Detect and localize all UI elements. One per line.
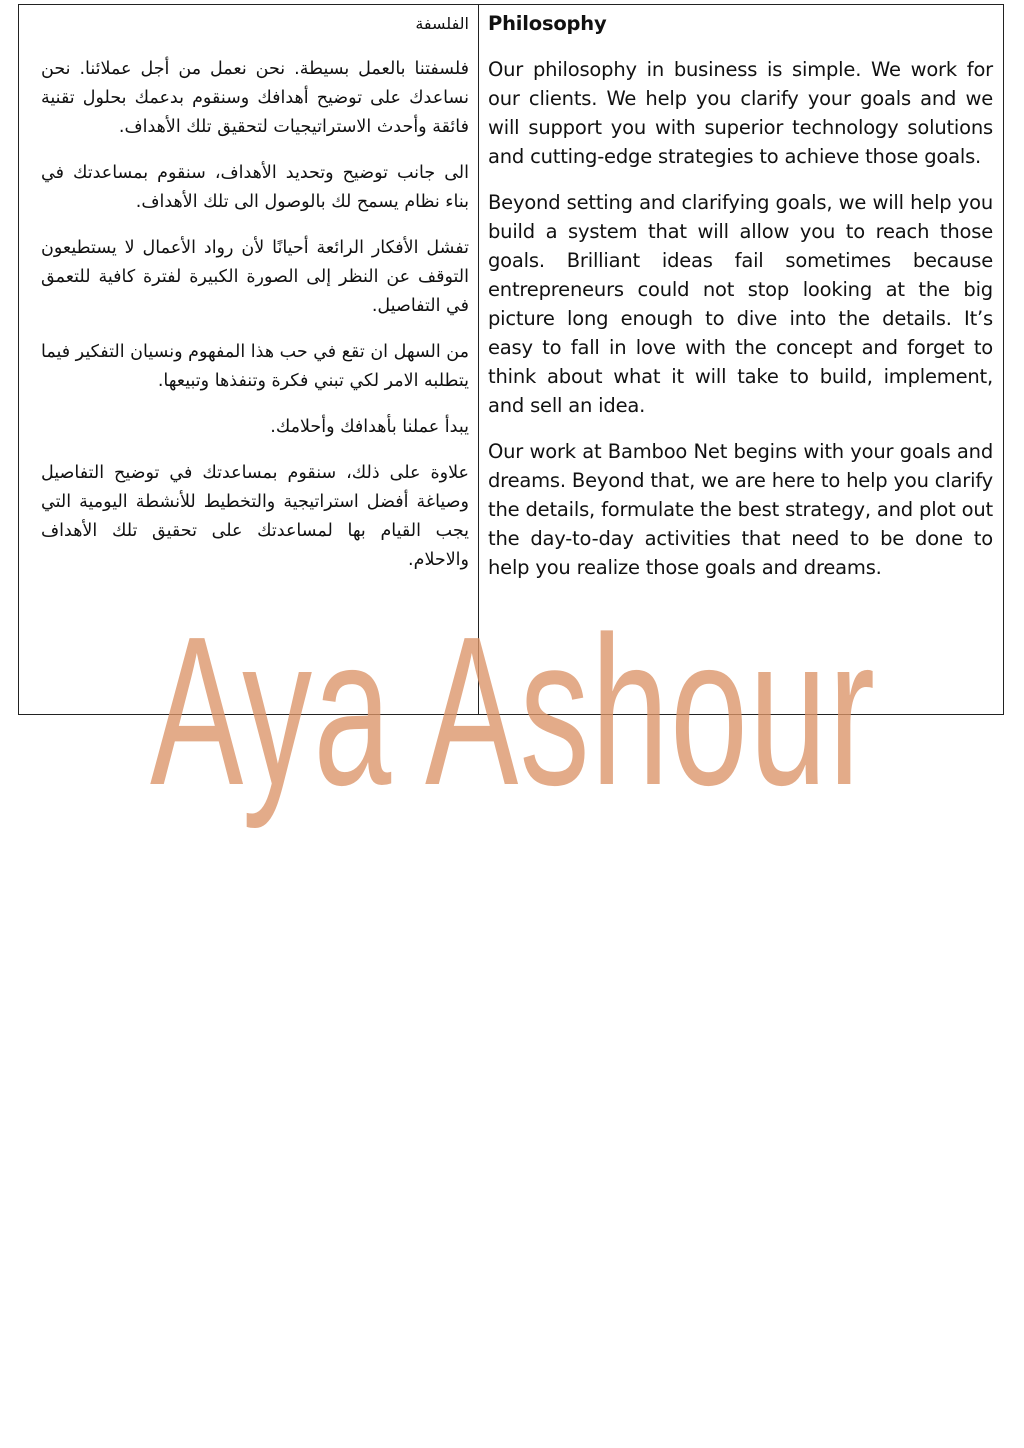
bilingual-table: [18, 4, 1004, 715]
arabic-paragraph-6: علاوة على ذلك، سنقوم بمساعدتك في توضيح التفاصيل وصياغة أفضل استراتيجية والتخطيط للأنشطة اليومية التي يجب القيام بها لمساعدتك على تحقيق تلك الأهداف والاحلام.: [41, 463, 469, 570]
english-paragraph-1: Our philosophy in business is simple. We work for our clients. We help you clarify your goals and we will support you with superior technology solutions and cutting-edge strategies to achieve those goals.: [488, 58, 993, 168]
english-column: [479, 5, 1003, 714]
arabic-paragraph-2: الى جانب توضيح وتحديد الأهداف، سنقوم بمساعدتك في بناء نظام يسمح لك بالوصول الى تلك الأهداف.: [41, 163, 469, 212]
arabic-paragraph-1: فلسفتنا بالعمل بسيطة. نحن نعمل من أجل عملائنا. نحن نساعدك على توضيح أهدافك وسنقوم بدعمك بحلول تقنية فائقة وأحدث الاستراتيجيات لتحقيق تلك الأهداف.: [41, 59, 469, 137]
arabic-paragraph-5: يبدأ عملنا بأهدافك وأحلامك.: [270, 417, 469, 437]
english-paragraph-3: Our work at Bamboo Net begins with your goals and dreams. Beyond that, we are here to help you clarify the details, formulate the best strategy, and plot out the day-to-day activities that need to be done to help you realize those goals and dreams.: [488, 440, 993, 579]
english-title: Philosophy: [488, 12, 607, 35]
arabic-paragraph-3: تفشل الأفكار الرائعة أحيانًا لأن رواد الأعمال لا يستطيعون التوقف عن النظر إلى الصورة الكبيرة لفترة كافية للتعمق في التفاصيل.: [41, 238, 469, 316]
watermark-text: Aya Ashour: [150, 592, 877, 829]
arabic-paragraph-4: من السهل ان تقع في حب هذا المفهوم ونسيان التفكير فيما يتطلبه الامر لكي تبني فكرة وتنفذها وتبيعها.: [41, 342, 469, 391]
arabic-title: الفلسفة: [415, 14, 469, 33]
arabic-column: [19, 5, 479, 714]
english-paragraph-2: Beyond setting and clarifying goals, we will help you build a system that will allow you to reach those goals. Brilliant ideas fail sometimes because entrepreneurs could not stop looking at the big picture long enough to dive into the details. It’s easy to fall in love with the concept and forget to think about what it will take to build, implement, and sell an idea.: [488, 191, 993, 417]
